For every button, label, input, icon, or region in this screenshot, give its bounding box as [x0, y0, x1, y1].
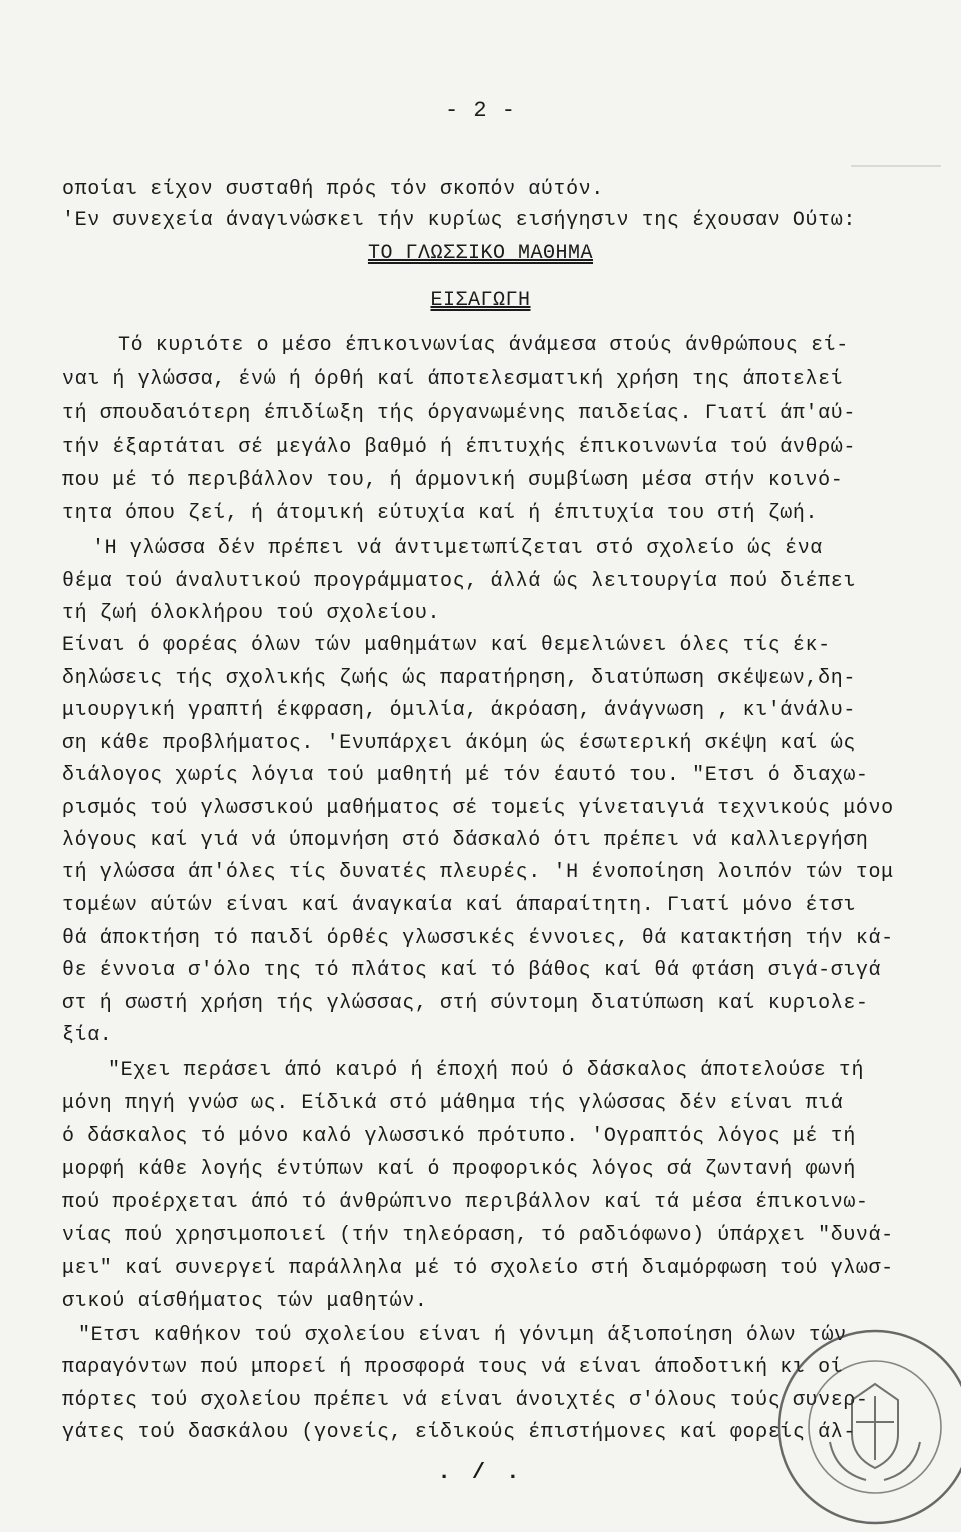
intro-line: οποίαι είχον συσταθή πρός τόν σκοπόν αύτόν. [62, 178, 604, 201]
body-line: πού προέρχεται άπό τό άνθρώπινο περιβάλλον καί τά μέσα έπικοινω- [62, 1191, 869, 1214]
intro-line: 'Εν συνεχεία άναγινώσκει τήν κυρίως εισήγησιν της έχουσαν Ούτω: [62, 209, 856, 232]
body-line: γάτες τού δασκάλου (γονείς, είδικούς έπιστήμονες καί φορείς άλ- [62, 1421, 856, 1444]
body-line: θέμα τού άναλυτικού προγράμματος, άλλά ώς λειτουργία πού διέπει [62, 570, 856, 593]
body-line: τήν έξαρτάται σέ μεγάλο βαθμό ή έπιτυχής έπικοινωνία τού άνθρώ- [62, 436, 856, 459]
body-line: τητα όπου ζεί, ή άτομική εύτυχία καί ή έπιτυχία του στή ζωή. [62, 502, 819, 525]
continuation-mark: . / . [437, 1460, 524, 1485]
document-title: ΤΟ ΓΛΩΣΣΙΚΟ ΜΑΘΗΜΑ [367, 242, 594, 265]
body-line: μόνη πηγή γνώσ ως. Είδικά στό μάθημα τής γλώσσας δέν είναι πιά [62, 1092, 844, 1115]
body-line: "Εχει περάσει άπό καιρό ή έποχή πού ό δάσκαλος άποτελούσε τή [108, 1059, 865, 1082]
body-line: ναι ή γλώσσα, ένώ ή όρθή καί άποτελεσματική χρήση της άποτελεί [62, 368, 844, 391]
body-line: πόρτες τού σχολείου πρέπει νά είναι άνοιχτές σ'όλους τούς συνερ- [62, 1389, 869, 1412]
body-line: νίας πού χρησιμοποιεί (τήν τηλεόραση, τό ραδιόφωνο) ύπάρχει "δυνά- [62, 1224, 894, 1247]
body-line: θά άποκτήση τό παιδί όρθές γλωσσικές έννοιες, θά κατακτήση τήν κά- [62, 927, 894, 950]
body-line: διάλογος χωρίς λόγια τού μαθητή μέ τόν έαυτό του. "Ετσι ό διαχω- [62, 764, 869, 787]
section-heading: ΕΙΣΑΓΩΓΗ [430, 289, 531, 312]
body-line: τομέων αύτών είναι καί άναγκαία καί άπαραίτητη. Γιατί μόνο έτσι [62, 894, 856, 917]
body-line: μιουργική γραπτή έκφραση, όμιλία, άκρόαση, άνάγνωση , κι'άνάλυ- [62, 699, 856, 722]
body-line: ξία. [62, 1024, 113, 1047]
body-line: Είναι ό φορέας όλων τών μαθημάτων καί θεμελιώνει όλες τίς έκ- [62, 634, 831, 657]
body-line: μει" καί συνεργεί παράλληλα μέ τό σχολείο στή διαμόρφωση τού γλωσ- [62, 1257, 894, 1280]
body-line: που μέ τό περιβάλλον του, ή άρμονική συμβίωση μέσα στήν κοινό- [62, 469, 844, 492]
page-number: - 2 - [444, 98, 516, 123]
body-line: τή γλώσσα άπ'όλες τίς δυνατές πλευρές. 'Η ένοποίηση λοιπόν τών τομ [62, 861, 894, 884]
body-line: Τό κυριότε ο μέσο έπικοινωνίας άνάμεσα στούς άνθρώπους εί- [118, 334, 849, 357]
faint-bleed-through [851, 165, 941, 167]
body-line: τή σπουδαιότερη έπιδίωξη τής όργανωμένης παιδείας. Γιατί άπ'αύ- [62, 402, 856, 425]
body-line: ό δάσκαλος τό μόνο καλό γλωσσικό πρότυπο. 'Ογραπτός λόγος μέ τή [62, 1125, 856, 1148]
body-line: δηλώσεις τής σχολικής ζωής ώς παρατήρηση, διατύπωση σκέψεων,δη- [62, 667, 856, 690]
official-seal-stamp [770, 1322, 961, 1532]
body-line: στ ή σωστή χρήση τής γλώσσας, στή σύντομη διατύπωση καί κυριολε- [62, 992, 869, 1015]
body-line: μορφή κάθε λογής έντύπων καί ό προφορικός λόγος σά ζωντανή φωνή [62, 1158, 856, 1181]
body-line: "Ετσι καθήκον τού σχολείου είναι ή γόνιμη άξιοποίηση όλων τών [78, 1324, 847, 1347]
body-line: ρισμός τού γλωσσικού μαθήματος σέ τομείς γίνεταιγιά τεχνικούς μόνο [62, 797, 894, 820]
body-line: παραγόντων πού μπορεί ή προσφορά τους νά είναι άποδοτική κι οί [62, 1356, 844, 1379]
body-line: θε έννοια σ'όλο της τό πλάτος καί τό βάθος καί θά φτάση σιγά-σιγά [62, 959, 882, 982]
body-line: 'Η γλώσσα δέν πρέπει νά άντιμετωπίζεται στό σχολείο ώς ένα [92, 537, 823, 560]
body-line: σικού αίσθήματος τών μαθητών. [62, 1290, 428, 1313]
body-line: λόγους καί γιά νά ύπομνήση στό δάσκαλό ότι πρέπει νά καλλιεργήση [62, 829, 869, 852]
body-line: ση κάθε προβλήματος. 'Ενυπάρχει άκόμη ώς έσωτερική σκέψη καί ώς [62, 732, 856, 755]
body-line: τή ζωή όλοκλήρου τού σχολείου. [62, 602, 441, 625]
